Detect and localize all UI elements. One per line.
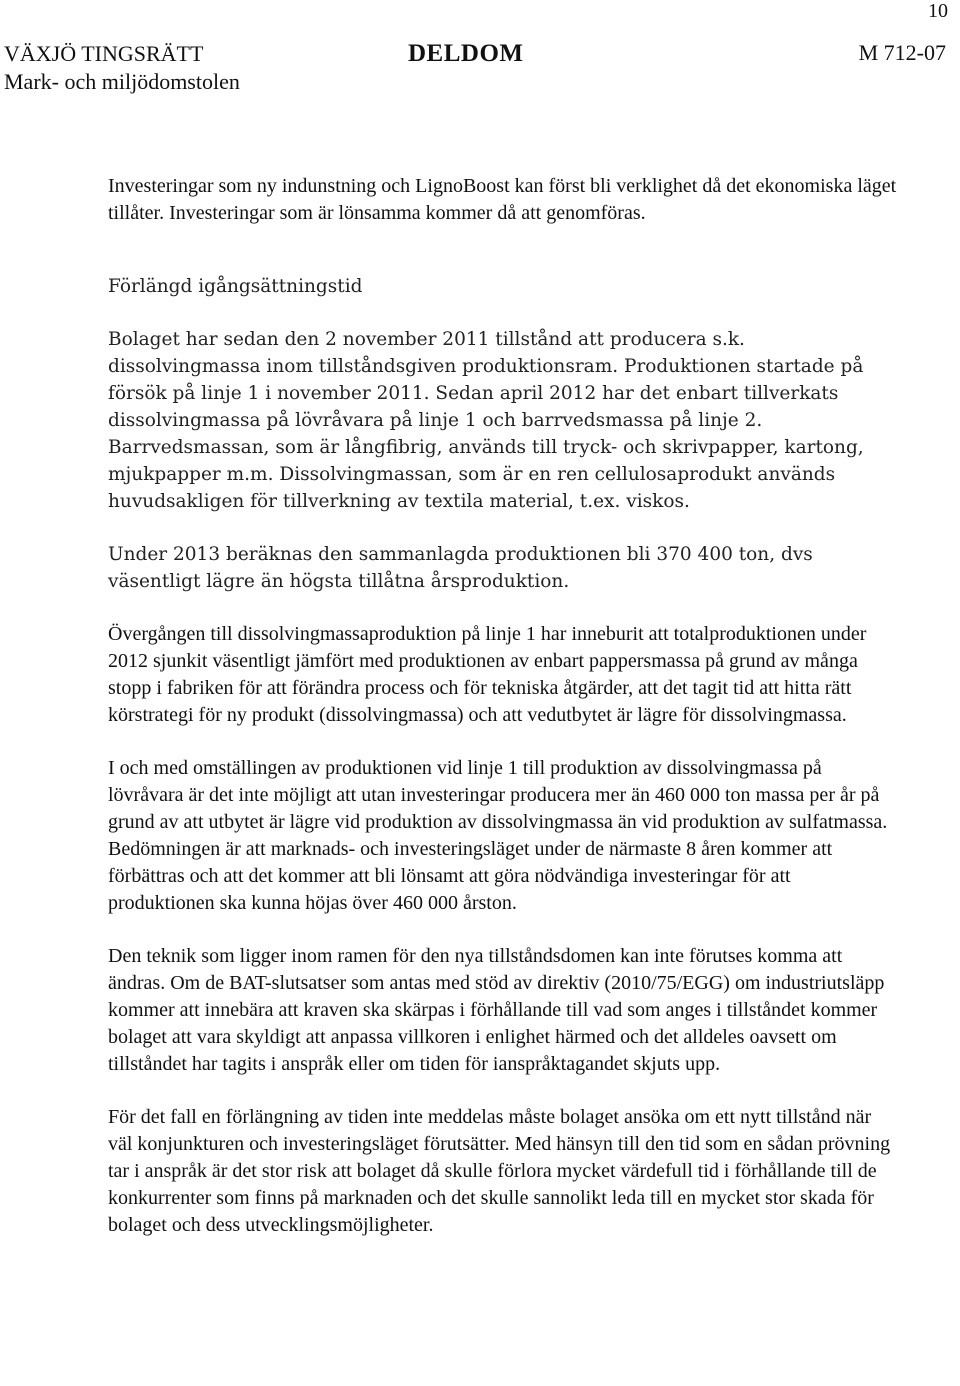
document-type: DELDOM bbox=[408, 40, 524, 67]
paragraph-technology: Den teknik som ligger inom ramen för den nya tillståndsdomen kan inte förutses komma att ändras. Om de BAT-slutsatser som antas med stöd av direktiv (2010/75/EGG) om industriutsläpp kommer att innebära att kraven ska skärpas i förhållande till vad som anges i tillståndet kommer bolaget att vara skyldigt att anpassa villkoren i enlighet härmed och det alldeles oavsett om tillståndet har tagits i anspråk eller om tiden för ianspråktagandet skjuts upp. bbox=[108, 945, 885, 1075]
paragraph-conversion: I och med omställingen av produktionen vid linje 1 till produktion av dissolvingmassa på lövråvara är det inte möjligt att utan investeringar producera mer än 460 000 ton massa per år på grund av att utbytet är lägre vid produktion av dissolvingmassa än vid produktion av sulfatmassa. Bedömningen är att marknads- och investeringsläget under de närmaste 8 åren kommer att förbättras och att det kommer att bli lönsamt att göra nödvändiga investeringar för att produktionen ska kunna höjas över 460 000 årston. bbox=[108, 757, 888, 914]
page-number: 10 bbox=[928, 0, 948, 22]
paragraph-production-2013: Under 2013 beräknas den sammanlagda produktionen bli 370 400 ton, dvs väsentligt lägre än högsta tillåtna årsproduktion. bbox=[108, 544, 813, 592]
paragraph-transition: Övergången till dissolvingmassaproduktion på linje 1 har inneburit att totalproduktionen under 2012 sjunkit väsentligt jämfört med produktionen av enbart pappersmassa på grund av många stopp i fabriken för att förändra process och för tekniska åtgärder, att det tagit tid att hitta rätt körstrategi för ny produkt (dissolvingmassa) och att vedutbytet är lägre för dissolvingmassa. bbox=[108, 623, 867, 726]
paragraph-extension: För det fall en förlängning av tiden inte meddelas måste bolaget ansöka om ett nytt tillstånd när väl konjunkturen och investeringsläget förutsätter. Med hänsyn till den tid som en sådan prövning tar i anspråk är det stor risk att bolaget då skulle förlora mycket värdefull tid i förhållande till de konkurrenter som finns på marknaden och det skulle sannolikt leda till en mycket stor skada för bolaget och dess utvecklingsmöjligheter. bbox=[108, 1106, 891, 1236]
court-name bbox=[4, 40, 240, 96]
case-number: M 712-07 bbox=[858, 40, 946, 65]
paragraph-investments: Investeringar som ny indunstning och LignoBoost kan först bli verklighet då det ekonomiska läget tillåter. Investeringar som är lönsamma kommer då att genomföras. bbox=[108, 175, 897, 224]
section-heading: Förlängd igångsättningstid bbox=[108, 276, 363, 297]
court-name-line1: VÄXJÖ TINGSRÄTT bbox=[4, 41, 204, 66]
court-name-line2: Mark- och miljödomstolen bbox=[4, 69, 240, 94]
paragraph-production-permit: Bolaget har sedan den 2 november 2011 tillstånd att producera s.k. dissolvingmassa inom tillståndsgiven produktionsram. Produktionen startade på försök på linje 1 i november 2011. Sedan april 2012 har det enbart tillverkats dissolvingmassa på lövråvara på linje 1 och barrvedsmassa på linje 2. Barrvedsmassan, som är långfibrig, används till tryck- och skrivpapper, kartong, mjukpapper m.m. Dissolvingmassan, som är en ren cellulosaprodukt används huvudsakligen för tillverkning av textila material, t.ex. viskos. bbox=[108, 329, 864, 512]
document-body bbox=[108, 173, 898, 1265]
